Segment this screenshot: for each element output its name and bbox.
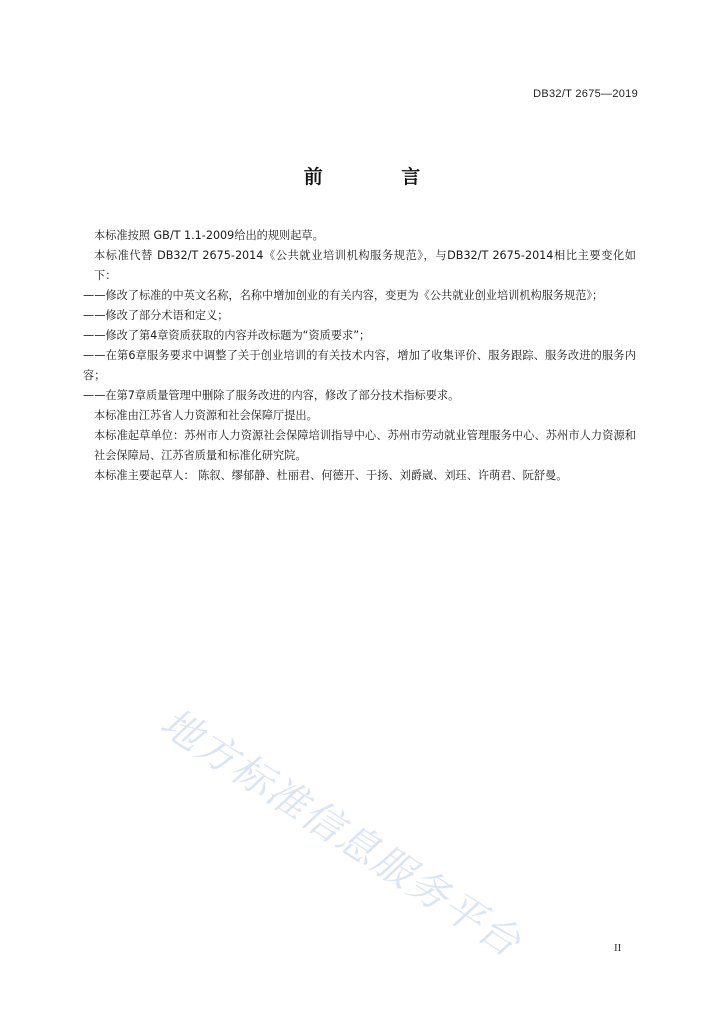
list-item: ——修改了标准的中英文名称，名称中增加创业的有关内容，变更为《公共就业创业培训机构服务规范》； bbox=[83, 289, 604, 302]
standard-code: DB32/T 2675—2019 bbox=[533, 88, 638, 100]
paragraph-drafting-units: 本标准起草单位：苏州市人力资源社会保障培训指导中心、苏州市劳动就业管理服务中心、苏州市人力资源和社会保障局、江苏省质量和标准化研究院。 bbox=[94, 429, 636, 462]
list-item: ——在第7章质量管理中删除了服务改进的内容，修改了部分技术指标要求。 bbox=[83, 389, 460, 402]
list-item: ——在第6章服务要求中调整了关于创业培训的有关技术内容，增加了收集评价、服务跟踪、服务改进的服务内容； bbox=[83, 349, 636, 382]
paragraph-replaces: 本标准代替 DB32/T 2675-2014《公共就业培训机构服务规范》，与DB32/T 2675-2014相比主要变化如下： bbox=[94, 249, 636, 282]
page-number: II bbox=[614, 942, 622, 954]
list-item: ——修改了部分术语和定义； bbox=[83, 309, 229, 322]
foreword-body bbox=[83, 226, 636, 486]
page-title: 前 言 bbox=[303, 166, 457, 188]
paragraph-proposer: 本标准由江苏省人力资源和社会保障厅提出。 bbox=[94, 409, 318, 422]
watermark: 地方标准信息服务平台 bbox=[152, 699, 530, 967]
paragraph-drafters: 本标准主要起草人： 陈叙、缪郁静、杜丽君、何德开、于扬、刘爵崴、刘珏、许萌君、阮舒曼。 bbox=[94, 469, 568, 482]
paragraph-drafting-rules: 本标准按照 GB/T 1.1-2009给出的规则起草。 bbox=[94, 229, 324, 242]
list-item: ——修改了第4章资质获取的内容并改标题为“资质要求”； bbox=[83, 329, 371, 342]
